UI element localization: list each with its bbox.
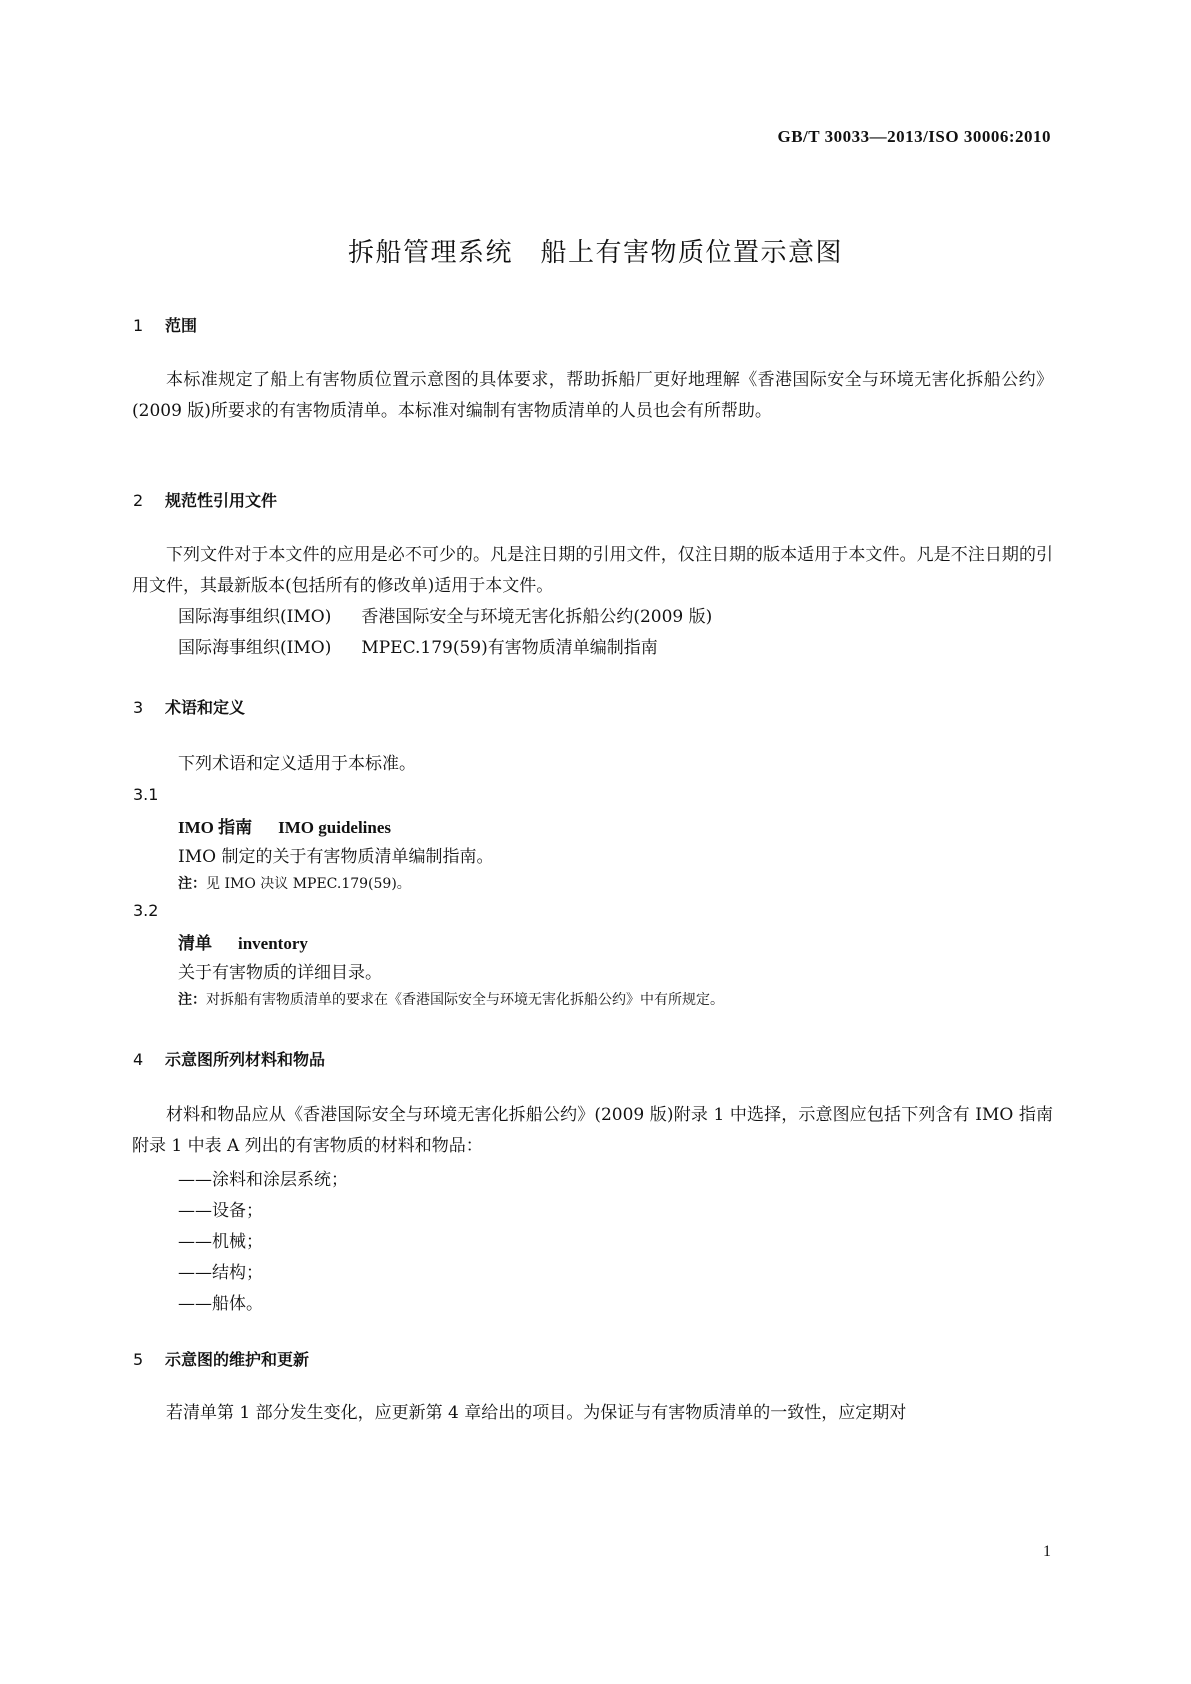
reference-item — [178, 633, 658, 664]
page-number: 1 — [1043, 1543, 1051, 1560]
reference-org: 国际海事组织(IMO) — [178, 607, 332, 627]
section-1-title: 范围 — [165, 316, 198, 335]
clause-number: 3.2 — [133, 901, 159, 920]
section-3-intro: 下列术语和定义适用于本标准。 — [178, 754, 416, 774]
section-2-number: 2 — [133, 491, 144, 510]
term-note — [178, 989, 724, 1009]
section-1-heading — [133, 313, 197, 336]
list-item: ——船体。 — [178, 1294, 263, 1314]
section-4-number: 4 — [133, 1050, 144, 1069]
section-5-number: 5 — [133, 1350, 144, 1369]
section-1-number: 1 — [133, 316, 144, 335]
section-5-title: 示意图的维护和更新 — [165, 1350, 310, 1369]
term-definition: 关于有害物质的详细目录。 — [178, 963, 382, 983]
reference-doc: 香港国际安全与环境无害化拆船公约(2009 版) — [361, 607, 713, 627]
document-title: 拆船管理系统 船上有害物质位置示意图 — [347, 238, 843, 268]
section-2-heading — [133, 488, 277, 511]
section-5-heading — [133, 1347, 309, 1370]
term-zh: 清单 — [178, 934, 212, 953]
section-5-paragraph: 若清单第 1 部分发生变化，应更新第 4 章给出的项目。为保证与有害物质清单的一致性，应定期对 — [166, 1403, 907, 1423]
note-text: 对拆船有害物质清单的要求在《香港国际安全与环境无害化拆船公约》中有所规定。 — [206, 992, 724, 1008]
list-item: ——机械； — [178, 1232, 263, 1252]
term-note — [178, 873, 411, 893]
list-item: ——设备； — [178, 1201, 263, 1221]
section-4-heading — [133, 1047, 325, 1070]
section-4-paragraph: 材料和物品应从《香港国际安全与环境无害化拆船公约》(2009 版)附录 1 中选择，示意图应包括下列含有 IMO 指南附录 1 中表 A 列出的有害物质的材料和物品： — [132, 1105, 1053, 1156]
standard-code: GB/T 30033—2013/ISO 30006:2010 — [777, 127, 1051, 146]
note-label: 注： — [178, 876, 206, 892]
section-4-title: 示意图所列材料和物品 — [165, 1050, 326, 1069]
term-definition: IMO 制定的关于有害物质清单编制指南。 — [178, 847, 494, 867]
list-item: ——涂料和涂层系统； — [178, 1170, 348, 1190]
term-en: IMO guidelines — [278, 818, 392, 837]
note-text: 见 IMO 决议 MPEC.179(59)。 — [206, 876, 411, 892]
section-2-paragraph: 下列文件对于本文件的应用是必不可少的。凡是注日期的引用文件，仅注日期的版本适用于本文件。凡是不注日期的引用文件，其最新版本(包括所有的修改单)适用于本文件。 — [132, 545, 1053, 596]
reference-org: 国际海事组织(IMO) — [178, 638, 332, 658]
term-heading — [178, 813, 391, 838]
reference-item — [178, 602, 712, 633]
section-3-title: 术语和定义 — [165, 698, 246, 717]
term-en: inventory — [238, 934, 308, 953]
term-zh: IMO 指南 — [178, 818, 253, 837]
section-3-heading — [133, 695, 245, 718]
term-heading — [178, 929, 308, 954]
list-item: ——结构； — [178, 1263, 263, 1283]
note-label: 注： — [178, 992, 206, 1008]
clause-number: 3.1 — [133, 785, 159, 804]
section-2-title: 规范性引用文件 — [165, 491, 278, 510]
reference-doc: MPEC.179(59)有害物质清单编制指南 — [361, 638, 658, 658]
section-1-paragraph: 本标准规定了船上有害物质位置示意图的具体要求，帮助拆船厂更好地理解《香港国际安全与环境无害化拆船公约》(2009 版)所要求的有害物质清单。本标准对编制有害物质清单的人员也会有所帮助。 — [132, 370, 1053, 421]
section-3-number: 3 — [133, 698, 144, 717]
